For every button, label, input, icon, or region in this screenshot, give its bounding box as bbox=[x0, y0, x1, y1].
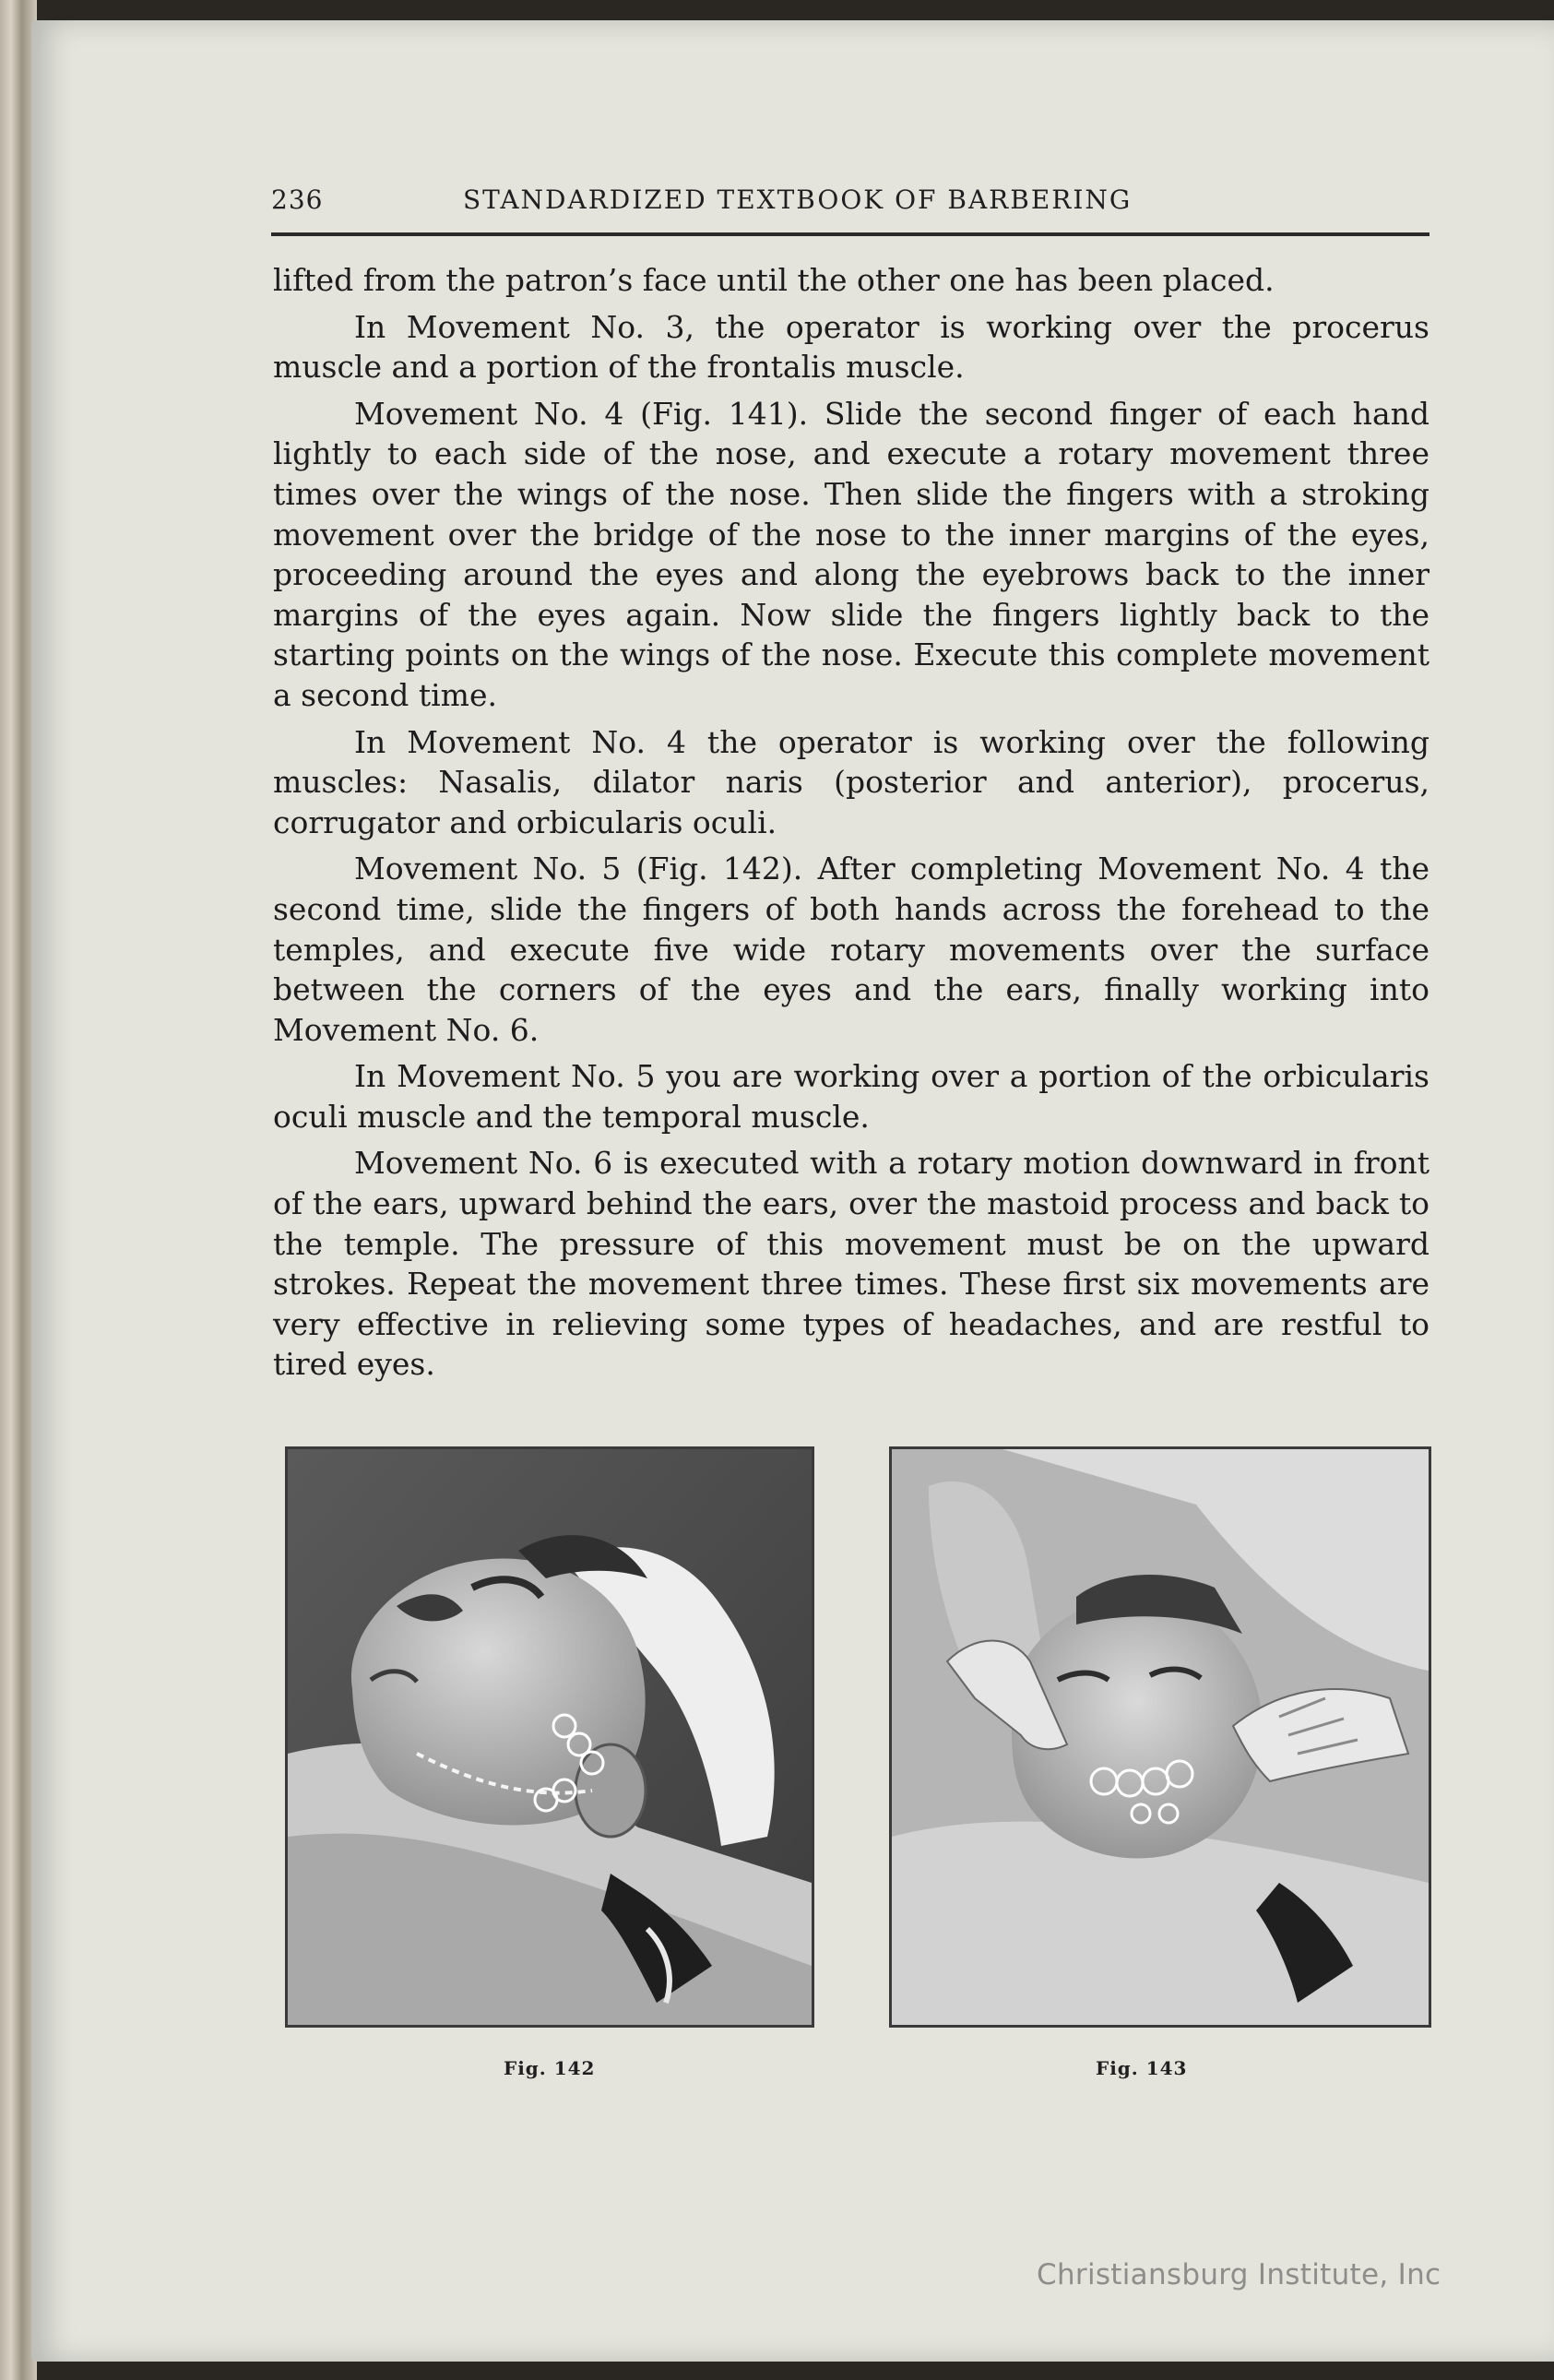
paragraph: Movement No. 5 (Fig. 142). After completing Movement No. 4 the second time, slide the fingers of both hands across the forehead to the temples, and execute five wide rotary movements over the surface between the corners of the eyes and the ears, finally working into Movement No. 6. bbox=[273, 851, 1429, 1048]
figure-142-caption: Fig. 142 bbox=[504, 2057, 596, 2079]
paragraph: In Movement No. 3, the operator is working over the procerus muscle and a portion of the frontalis muscle. bbox=[273, 308, 1429, 386]
figure-142-photo bbox=[285, 1446, 814, 2028]
paragraph: In Movement No. 4 the operator is working over the following muscles: Nasalis, dilator naris (posterior and anterior), procerus, corrugator and orbicularis oculi. bbox=[273, 723, 1429, 840]
watermark-credit: Christiansburg Institute, Inc bbox=[1037, 2258, 1441, 2291]
paragraph: Movement No. 4 (Fig. 141). Slide the second finger of each hand lightly to each side of the nose, and execute a rotary movement three times over the wings of the nose. Then slide the fingers with a stroking movement over the bridge of the nose to the inner margins of the eyes, proceeding around the eyes and along the eyebrows back to the inner margins of the eyes again. Now slide the fingers lightly back to the starting points on the wings of the nose. Execute this complete movement a second time. bbox=[273, 395, 1429, 713]
paragraph: lifted from the patron’s face until the other one has been placed. bbox=[273, 262, 1275, 298]
fig142-photo-illustration bbox=[288, 1449, 812, 2025]
fig143-photo-illustration bbox=[892, 1449, 1429, 2025]
paragraph: In Movement No. 5 you are working over a portion of the orbicularis oculi muscle and the temporal muscle. bbox=[273, 1058, 1429, 1135]
figure-143-caption: Fig. 143 bbox=[1096, 2057, 1188, 2079]
paragraph: Movement No. 6 is executed with a rotary motion downward in front of the ears, upward behind the ears, over the mastoid process and back to the temple. The pressure of this movement must be on the upward strokes. Repeat the movement three times. These first six movements are very effective in relieving some types of headaches, and are restful to tired eyes. bbox=[273, 1145, 1429, 1383]
figure-143-photo bbox=[889, 1446, 1431, 2028]
page-number: 236 bbox=[271, 184, 324, 215]
running-head: STANDARDIZED TEXTBOOK OF BARBERING bbox=[463, 184, 1133, 215]
page-header bbox=[271, 181, 1429, 236]
body-text bbox=[273, 260, 1429, 1391]
